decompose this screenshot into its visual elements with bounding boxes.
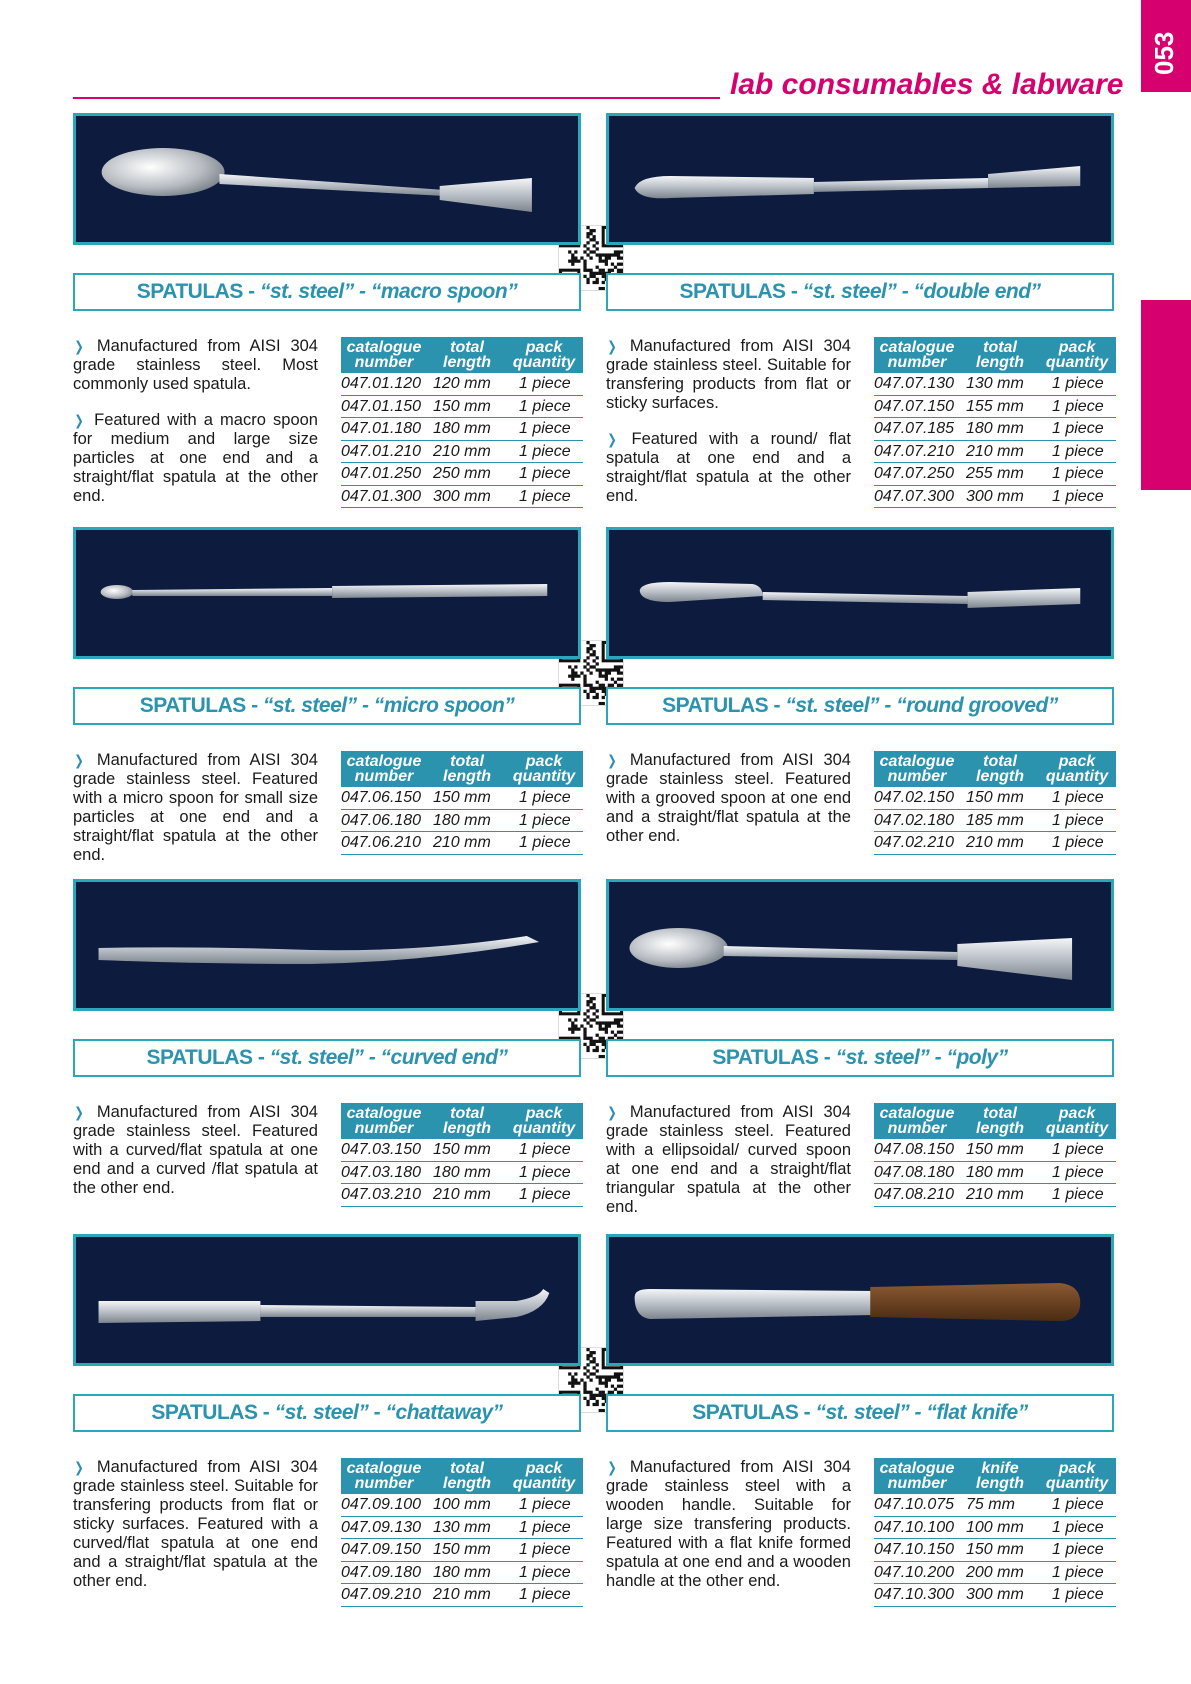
table-row	[341, 1162, 583, 1185]
header-length: total length	[443, 339, 491, 371]
header-pack-quantity: pack quantity	[1045, 753, 1109, 785]
catalogue-number: 047.07.250	[874, 465, 955, 482]
pack-quantity: 1 piece	[1052, 1186, 1104, 1203]
pack-quantity: 1 piece	[519, 834, 571, 851]
header-pack-quantity: pack quantity	[512, 1460, 576, 1492]
length-value: 210 mm	[966, 834, 1024, 851]
table-row	[341, 463, 583, 486]
header-catalogue-number: catalogue number	[346, 1460, 422, 1492]
table-row	[341, 1584, 583, 1607]
pack-quantity: 1 piece	[1052, 834, 1104, 851]
pack-quantity: 1 piece	[1052, 1141, 1104, 1158]
table-row	[874, 463, 1116, 486]
table-row	[874, 1517, 1116, 1540]
length-value: 210 mm	[966, 442, 1024, 460]
product-title-prefix: SPATULAS -	[679, 280, 803, 303]
table-row	[874, 832, 1116, 855]
product-description	[606, 1103, 851, 1234]
chevron-right-icon: ❯	[74, 412, 84, 428]
table-row	[341, 441, 583, 464]
catalogue-number: 047.01.300	[341, 487, 422, 505]
product-title-prefix: SPATULAS -	[139, 694, 263, 717]
catalogue-number: 047.07.130	[874, 375, 955, 392]
table-row	[341, 486, 583, 509]
header-catalogue-number: catalogue number	[879, 753, 955, 785]
product-title-name: “st. steel” - “curved end”	[269, 1046, 508, 1069]
pack-quantity: 1 piece	[1052, 811, 1104, 829]
length-value: 100 mm	[433, 1496, 491, 1513]
pack-quantity: 1 piece	[1052, 397, 1104, 415]
product-description	[73, 1458, 318, 1608]
description-paragraph: ❯ Manufactured from AISI 304 grade stainless steel. Featured with a curved/flat spatula at one end and a curved /flat spatula at the other end.	[73, 1103, 318, 1197]
pack-quantity: 1 piece	[519, 1518, 571, 1536]
description-paragraph: ❯ Manufactured from AISI 304 grade stainless steel. Suitable for transfering products from flat or sticky surfaces.	[606, 337, 851, 412]
description-paragraph: ❯ Featured with a round/ flat spatula at one end and a straight/flat spatula at the other end.	[606, 430, 851, 505]
pack-quantity: 1 piece	[1052, 442, 1104, 460]
section-side-tab	[1141, 300, 1191, 490]
pack-quantity: 1 piece	[519, 811, 571, 829]
pack-quantity: 1 piece	[519, 1141, 571, 1158]
spatula-illustration	[609, 530, 1111, 656]
catalogue-number: 047.01.250	[341, 465, 422, 482]
length-value: 150 mm	[433, 789, 491, 806]
product-title-prefix: SPATULAS -	[151, 1401, 275, 1424]
length-value: 150 mm	[433, 1541, 491, 1558]
spatula-illustration	[76, 1237, 578, 1363]
header-pack-quantity: pack quantity	[1045, 1105, 1109, 1137]
spec-table-header	[874, 1103, 1116, 1139]
length-value: 150 mm	[433, 397, 491, 415]
catalogue-number: 047.01.150	[341, 397, 422, 415]
catalogue-number: 047.08.180	[874, 1163, 955, 1181]
length-value: 185 mm	[966, 811, 1024, 829]
catalogue-number: 047.09.150	[341, 1541, 422, 1558]
spec-table-header	[874, 751, 1116, 787]
table-row	[874, 418, 1116, 441]
product-photo	[606, 527, 1114, 659]
table-row	[341, 810, 583, 833]
description-paragraph: ❯ Manufactured from AISI 304 grade stainless steel. Featured with a ellipsoidal/ curved spoon at one end and a straight/flat triangular spatula at the other end.	[606, 1103, 851, 1216]
length-value: 120 mm	[433, 375, 491, 392]
description-paragraph: ❯ Manufactured from AISI 304 grade stainless steel. Featured with a grooved spoon at one end and a straight/flat spatula at the other end.	[606, 751, 851, 845]
length-value: 300 mm	[433, 487, 491, 505]
table-row	[341, 832, 583, 855]
catalogue-number: 047.10.200	[874, 1563, 955, 1581]
product-title-prefix: SPATULAS -	[662, 694, 786, 717]
description-paragraph: ❯ Manufactured from AISI 304 grade stainless steel with a wooden handle. Suitable for large size transfering products. Featured with a flat knife formed spatula at one end and a wooden handle at the other end.	[606, 1458, 851, 1590]
product-title-name: “st. steel” - “flat knife”	[815, 1401, 1028, 1424]
table-row	[874, 1162, 1116, 1185]
table-row	[341, 787, 583, 810]
pack-quantity: 1 piece	[519, 375, 571, 392]
chevron-right-icon: ❯	[607, 752, 617, 768]
catalogue-number: 047.01.180	[341, 420, 422, 437]
length-value: 100 mm	[966, 1518, 1024, 1536]
spatula-illustration	[76, 116, 578, 242]
spec-table-header	[874, 1458, 1116, 1494]
product-description	[73, 1103, 318, 1215]
catalogue-number: 047.09.180	[341, 1563, 422, 1581]
catalogue-number: 047.06.180	[341, 811, 422, 829]
chevron-right-icon: ❯	[607, 338, 617, 354]
product-photo	[73, 527, 581, 659]
header-length: total length	[976, 753, 1024, 785]
table-row	[874, 486, 1116, 509]
description-paragraph: ❯ Manufactured from AISI 304 grade stainless steel. Featured with a micro spoon for small size particles at one end and a straight/flat spatula at the other end.	[73, 751, 318, 864]
length-value: 180 mm	[966, 1163, 1024, 1181]
product-title-name: “st. steel” - “macro spoon”	[259, 280, 518, 303]
product-title	[606, 273, 1114, 311]
header-length: total length	[976, 339, 1024, 371]
catalogue-number: 047.01.120	[341, 375, 422, 392]
length-value: 210 mm	[966, 1186, 1024, 1203]
catalogue-number: 047.02.180	[874, 811, 955, 829]
length-value: 150 mm	[966, 1141, 1024, 1158]
pack-quantity: 1 piece	[519, 1586, 571, 1603]
header-catalogue-number: catalogue number	[346, 753, 422, 785]
table-row	[341, 1539, 583, 1562]
header-title: lab consumables & labware	[730, 68, 1124, 101]
pack-quantity: 1 piece	[519, 465, 571, 482]
spatula-illustration	[609, 882, 1111, 1008]
header-catalogue-number: catalogue number	[879, 339, 955, 371]
product-title-name: “st. steel” - “poly”	[835, 1046, 1008, 1069]
pack-quantity: 1 piece	[519, 1563, 571, 1581]
table-row	[341, 1184, 583, 1207]
spec-table-header	[341, 337, 583, 373]
table-row	[341, 1139, 583, 1162]
length-value: 75 mm	[966, 1496, 1015, 1513]
length-value: 130 mm	[433, 1518, 491, 1536]
table-row	[341, 396, 583, 419]
pack-quantity: 1 piece	[1052, 487, 1104, 505]
catalogue-number: 047.10.075	[874, 1496, 955, 1513]
table-row	[341, 1494, 583, 1517]
product-title-prefix: SPATULAS -	[136, 280, 260, 303]
catalogue-number: 047.01.210	[341, 442, 422, 460]
table-row	[874, 1562, 1116, 1585]
table-row	[874, 1494, 1116, 1517]
product-title	[73, 1394, 581, 1432]
catalogue-number: 047.10.150	[874, 1541, 955, 1558]
catalogue-number: 047.07.150	[874, 397, 955, 415]
product-title-name: “st. steel” - “double end”	[802, 280, 1041, 303]
pack-quantity: 1 piece	[1052, 375, 1104, 392]
pack-quantity: 1 piece	[519, 1163, 571, 1181]
catalogue-number: 047.03.180	[341, 1163, 422, 1181]
chevron-right-icon: ❯	[607, 431, 617, 447]
spec-table	[341, 337, 583, 508]
length-value: 210 mm	[433, 834, 491, 851]
table-row	[874, 373, 1116, 396]
table-row	[874, 1139, 1116, 1162]
spec-table-header	[341, 1103, 583, 1139]
spec-table-header	[874, 337, 1116, 373]
table-row	[341, 373, 583, 396]
catalogue-number: 047.07.300	[874, 487, 955, 505]
pack-quantity: 1 piece	[1052, 1496, 1104, 1513]
pack-quantity: 1 piece	[519, 397, 571, 415]
page-number-tab	[1141, 0, 1191, 92]
chevron-right-icon: ❯	[74, 752, 84, 768]
pack-quantity: 1 piece	[1052, 1541, 1104, 1558]
length-value: 210 mm	[433, 442, 491, 460]
catalogue-number: 047.03.150	[341, 1141, 422, 1158]
table-row	[874, 1584, 1116, 1607]
length-value: 300 mm	[966, 1586, 1024, 1603]
spatula-illustration	[76, 882, 578, 1008]
table-row	[874, 396, 1116, 419]
product-description	[606, 751, 851, 863]
length-value: 255 mm	[966, 465, 1024, 482]
table-row	[874, 1539, 1116, 1562]
pack-quantity: 1 piece	[1052, 1163, 1104, 1181]
catalogue-number: 047.09.100	[341, 1496, 422, 1513]
pack-quantity: 1 piece	[519, 1496, 571, 1513]
product-title-name: “st. steel” - “chattaway”	[274, 1401, 503, 1424]
product-description	[73, 337, 318, 523]
table-row	[874, 787, 1116, 810]
product-title	[606, 687, 1114, 725]
product-title-name: “st. steel” - “round grooved”	[785, 694, 1058, 717]
description-paragraph: ❯ Featured with a macro spoon for medium and large size particles at one end and a straight/flat spatula at the other end.	[73, 411, 318, 505]
spatula-illustration	[609, 1237, 1111, 1363]
description-paragraph: ❯ Manufactured from AISI 304 grade stainless steel. Most commonly used spatula.	[73, 337, 318, 393]
spec-table-header	[341, 751, 583, 787]
length-value: 150 mm	[966, 1541, 1024, 1558]
length-value: 300 mm	[966, 487, 1024, 505]
product-title-prefix: SPATULAS -	[146, 1046, 270, 1069]
product-title-name: “st. steel” - “micro spoon”	[262, 694, 515, 717]
product-title-prefix: SPATULAS -	[712, 1046, 836, 1069]
product-photo	[73, 879, 581, 1011]
header-length: total length	[443, 753, 491, 785]
header-pack-quantity: pack quantity	[1045, 1460, 1109, 1492]
chevron-right-icon: ❯	[607, 1459, 617, 1475]
header-rule	[73, 97, 720, 99]
table-row	[341, 418, 583, 441]
page-number: 053	[1149, 31, 1179, 75]
description-paragraph: ❯ Manufactured from AISI 304 grade stainless steel. Suitable for transfering products from flat or sticky surfaces. Featured with a curved/flat spatula at one end and a straight/flat spatula at the other end.	[73, 1458, 318, 1590]
chevron-right-icon: ❯	[74, 1459, 84, 1475]
length-value: 210 mm	[433, 1186, 491, 1203]
table-row	[341, 1517, 583, 1540]
chevron-right-icon: ❯	[607, 1104, 617, 1120]
header-length: total length	[443, 1460, 491, 1492]
pack-quantity: 1 piece	[1052, 789, 1104, 806]
header-pack-quantity: pack quantity	[512, 339, 576, 371]
header-catalogue-number: catalogue number	[346, 339, 422, 371]
product-description	[606, 337, 851, 523]
catalogue-number: 047.06.150	[341, 789, 422, 806]
chevron-right-icon: ❯	[74, 338, 84, 354]
pack-quantity: 1 piece	[519, 1186, 571, 1203]
pack-quantity: 1 piece	[519, 1541, 571, 1558]
table-row	[874, 441, 1116, 464]
product-title	[606, 1394, 1114, 1432]
product-photo	[606, 113, 1114, 245]
product-photo	[73, 1234, 581, 1366]
catalogue-number: 047.07.185	[874, 420, 955, 437]
length-value: 180 mm	[433, 1563, 491, 1581]
table-row	[341, 1562, 583, 1585]
catalogue-number: 047.02.210	[874, 834, 955, 851]
pack-quantity: 1 piece	[1052, 1563, 1104, 1581]
catalogue-number: 047.09.130	[341, 1518, 422, 1536]
length-value: 150 mm	[966, 789, 1024, 806]
pack-quantity: 1 piece	[1052, 1586, 1104, 1603]
length-value: 180 mm	[966, 420, 1024, 437]
pack-quantity: 1 piece	[519, 789, 571, 806]
catalogue-number: 047.07.210	[874, 442, 955, 460]
catalogue-number: 047.09.210	[341, 1586, 422, 1603]
catalogue-number: 047.06.210	[341, 834, 422, 851]
product-description	[73, 751, 318, 882]
spec-table	[874, 337, 1116, 508]
length-value: 130 mm	[966, 375, 1024, 392]
catalogue-number: 047.02.150	[874, 789, 955, 806]
spec-table	[341, 1103, 583, 1207]
header-pack-quantity: pack quantity	[512, 1105, 576, 1137]
catalogue-number: 047.08.210	[874, 1186, 955, 1203]
pack-quantity: 1 piece	[519, 442, 571, 460]
chevron-right-icon: ❯	[74, 1104, 84, 1120]
catalogue-number: 047.08.150	[874, 1141, 955, 1158]
product-title	[73, 273, 581, 311]
spatula-illustration	[609, 116, 1111, 242]
length-value: 200 mm	[966, 1563, 1024, 1581]
length-value: 180 mm	[433, 1163, 491, 1181]
spatula-illustration	[76, 530, 578, 656]
header-catalogue-number: catalogue number	[346, 1105, 422, 1137]
spec-table	[341, 1458, 583, 1607]
pack-quantity: 1 piece	[1052, 420, 1104, 437]
spec-table-header	[341, 1458, 583, 1494]
catalogue-number: 047.03.210	[341, 1186, 422, 1203]
product-title-prefix: SPATULAS -	[692, 1401, 816, 1424]
spec-table	[341, 751, 583, 855]
length-value: 150 mm	[433, 1141, 491, 1158]
header-pack-quantity: pack quantity	[512, 753, 576, 785]
product-title	[73, 687, 581, 725]
catalogue-number: 047.10.300	[874, 1586, 955, 1603]
catalogue-number: 047.10.100	[874, 1518, 955, 1536]
spec-table	[874, 751, 1116, 855]
product-title	[606, 1039, 1114, 1077]
header-length: total length	[443, 1105, 491, 1137]
table-row	[874, 810, 1116, 833]
pack-quantity: 1 piece	[1052, 1518, 1104, 1536]
header-pack-quantity: pack quantity	[1045, 339, 1109, 371]
length-value: 250 mm	[433, 465, 491, 482]
product-title	[73, 1039, 581, 1077]
length-value: 155 mm	[966, 397, 1024, 415]
product-photo	[606, 1234, 1114, 1366]
table-row	[874, 1184, 1116, 1207]
product-photo	[73, 113, 581, 245]
header-length: total length	[976, 1105, 1024, 1137]
pack-quantity: 1 piece	[519, 420, 571, 437]
header-catalogue-number: catalogue number	[879, 1460, 955, 1492]
pack-quantity: 1 piece	[1052, 465, 1104, 482]
header-length: knife length	[976, 1460, 1024, 1492]
length-value: 180 mm	[433, 420, 491, 437]
length-value: 210 mm	[433, 1586, 491, 1603]
product-description	[606, 1458, 851, 1608]
header-catalogue-number: catalogue number	[879, 1105, 955, 1137]
product-photo	[606, 879, 1114, 1011]
spec-table	[874, 1103, 1116, 1207]
spec-table	[874, 1458, 1116, 1607]
pack-quantity: 1 piece	[519, 487, 571, 505]
length-value: 180 mm	[433, 811, 491, 829]
